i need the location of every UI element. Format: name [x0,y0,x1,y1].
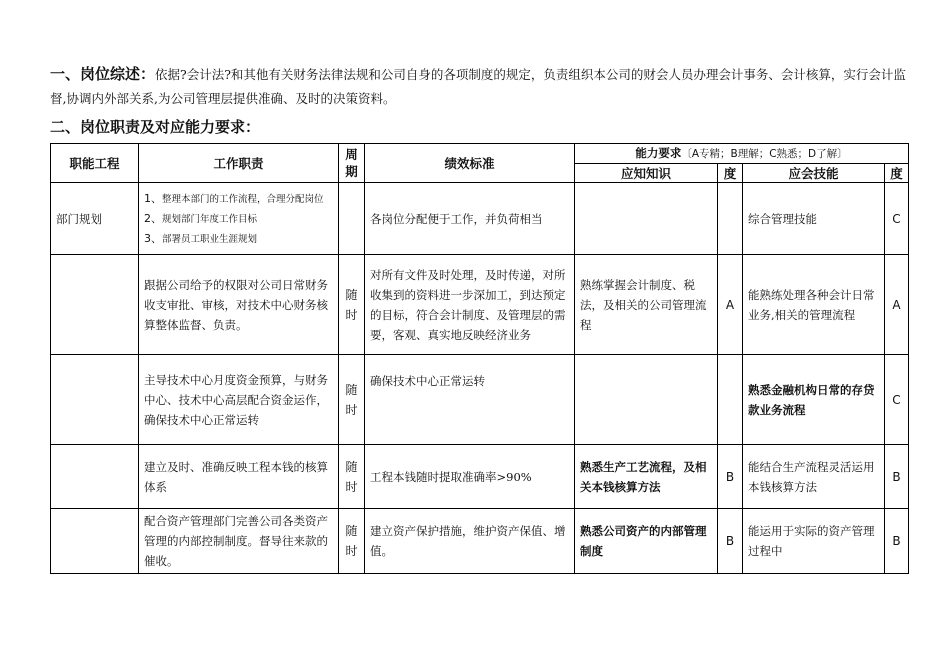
header-degree-1: 度 [718,163,743,183]
row-func [51,355,139,445]
row-degree-2: B [885,509,909,574]
overview-paragraph [50,62,910,111]
row-period: 随时 [339,445,365,509]
row-degree-1: A [718,255,743,355]
header-degree-2: 度 [885,163,909,183]
row-knowledge: 熟练掌握会计制度、税法，及相关的公司管理流程 [575,255,718,355]
table-row [51,355,909,445]
row-degree-2: C [885,183,909,255]
row-duty: 跟据公司给予的权限对公司日常财务收支审批、审核，对技术中心财务核算整体监督、负责。 [139,255,339,355]
row-knowledge [575,355,718,445]
row-func [51,509,139,574]
row-perf: 建立资产保护措施，维护资产保值、增值。 [365,509,575,574]
header-ability [575,144,909,164]
row-period [339,183,365,255]
table-row [51,183,909,255]
header-duty: 工作职责 [139,144,339,183]
row-duty-list [139,183,339,255]
row-perf: 工程本钱随时提取准确率>90% [365,445,575,509]
row-duty: 配合资产管理部门完善公司各类资产管理的内部控制制度。督导往来款的催收。 [139,509,339,574]
row-skill: 能结合生产流程灵活运用本钱核算方法 [743,445,885,509]
row-perf: 各岗位分配便于工作，并负荷相当 [365,183,575,255]
overview-heading: 一、岗位综述： [50,65,156,83]
overview-text: 依据?会计法?和其他有关财务法律法规和公司自身的各项制度的规定，负责组织本公司的财会人员办理会计事务、会计核算，实行会计监督,协调内外部关系,为公司管理层提供准确、及时的决策资料。 [50,67,906,106]
row-perf: 确保技术中心正常运转 [365,355,575,445]
duty-item: 2、规划部门年度工作目标 [144,211,258,225]
row-degree-1: B [718,509,743,574]
row-skill: 能运用于实际的资产管理过程中 [743,509,885,574]
row-degree-2: A [885,255,909,355]
table-row [51,255,909,355]
table-row [51,509,909,574]
row-knowledge [575,183,718,255]
header-func: 职能工程 [51,144,139,183]
header-perf: 绩效标准 [365,144,575,183]
table-row [51,445,909,509]
header-skill: 应会技能 [743,163,885,183]
row-skill: 熟悉金融机构日常的存贷款业务流程 [743,355,885,445]
row-degree-1 [718,183,743,255]
row-period: 随时 [339,509,365,574]
row-func [51,445,139,509]
row-degree-1: B [718,445,743,509]
header-ability-label: 能力要求 [635,146,682,161]
row-duty: 建立及时、准确反映工程本钱的核算体系 [139,445,339,509]
header-knowledge: 应知知识 [575,163,718,183]
duty-item: 3、部署员工职业生涯规划 [144,231,258,245]
header-ability-note: 〔A专精；B理解；C熟悉；D了解〕 [681,148,848,161]
row-func [51,255,139,355]
row-duty: 主导技术中心月度资金预算，与财务中心、技术中心高层配合资金运作，确保技术中心正常运转 [139,355,339,445]
header-period: 周期 [339,144,365,183]
row-degree-2: B [885,445,909,509]
duty-item: 1、整理本部门的工作流程，合理分配岗位 [144,191,324,205]
row-period: 随时 [339,355,365,445]
row-degree-2: C [885,355,909,445]
row-knowledge: 熟悉公司资产的内部管理制度 [575,509,718,574]
row-knowledge: 熟悉生产工艺流程，及相关本钱核算方法 [575,445,718,509]
row-perf: 对所有文件及时处理，及时传递，对所收集到的资料进一步深加工，到达预定的目标，符合会计制度、及管理层的需要，客观、真实地反映经济业务 [365,255,575,355]
row-period: 随时 [339,255,365,355]
duties-table [50,143,909,574]
duties-heading: 二、岗位职责及对应能力要求： [50,118,261,136]
row-skill: 综合管理技能 [743,183,885,255]
row-func: 部门规划 [51,183,139,255]
row-skill: 能熟练处理各种会计日常业务,相关的管理流程 [743,255,885,355]
row-degree-1 [718,355,743,445]
